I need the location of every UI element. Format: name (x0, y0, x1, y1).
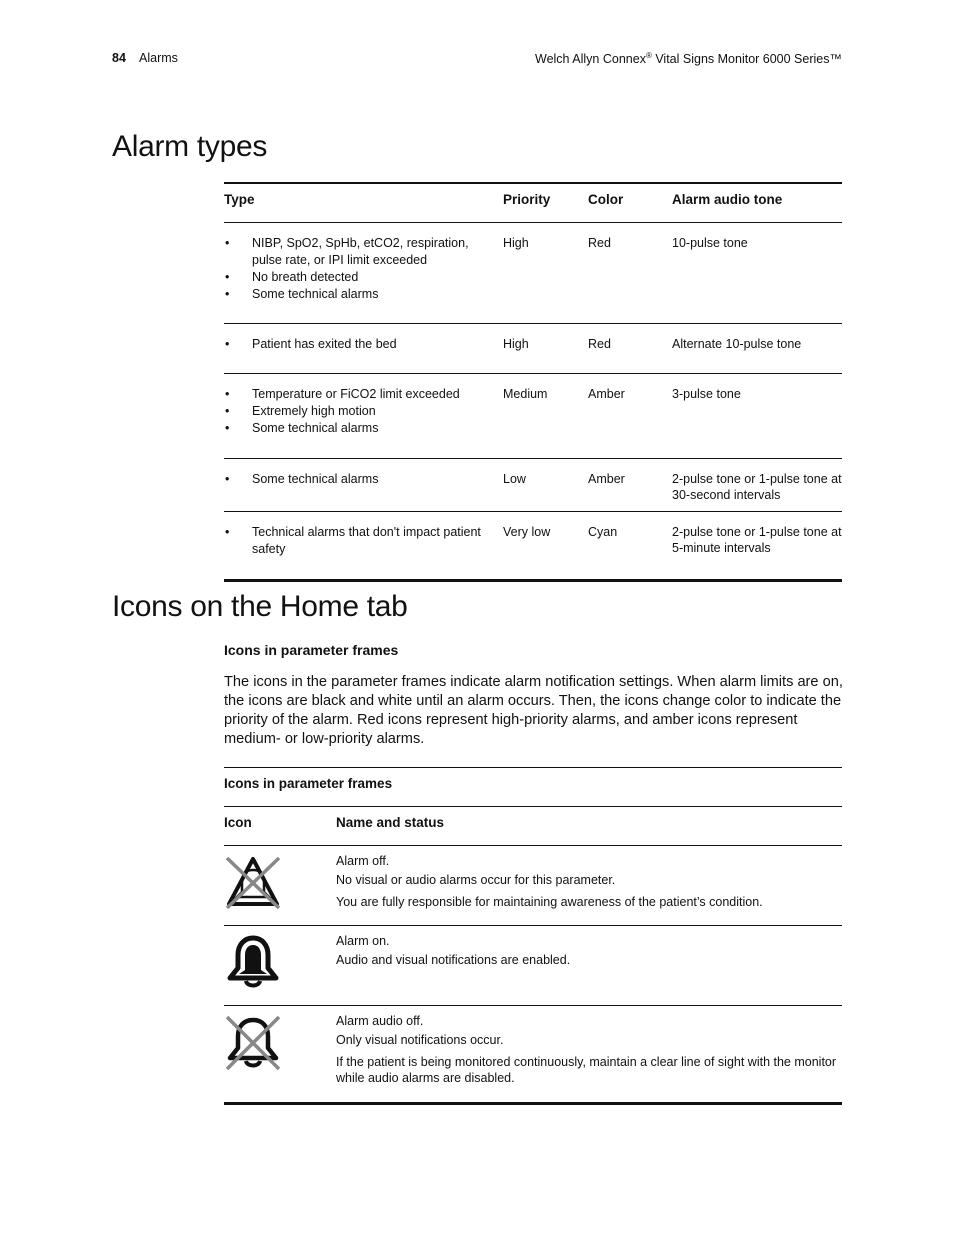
icon-status: No visual or audio alarms occur for this parameter. (336, 873, 616, 887)
type-list (224, 471, 484, 488)
color-cell: Cyan (588, 525, 618, 539)
icons-subheading: Icons in parameter frames (224, 642, 399, 658)
icon-name: Alarm off. (336, 854, 390, 868)
priority-cell: Low (503, 472, 526, 486)
tone-cell: 2-pulse tone or 1-pulse tone at 30-second intervals (672, 472, 842, 502)
icon-description (336, 933, 842, 968)
col-tone: Alarm audio tone (672, 192, 783, 207)
icon-note: If the patient is being monitored continuously, maintain a clear line of sight with the monitor while audio alarms are disabled. (336, 1055, 837, 1085)
icon-description (336, 853, 842, 910)
list-item: • Extremely high motion (224, 403, 484, 420)
list-item: • Technical alarms that don't impact patient safety (224, 524, 484, 558)
type-list (224, 524, 484, 558)
page-number: 84 (112, 51, 126, 65)
icons-table (224, 767, 842, 1105)
priority-cell: High (503, 236, 529, 250)
icon-status: Audio and visual notifications are enabled. (336, 953, 571, 967)
priority-cell: Medium (503, 387, 548, 401)
list-item: • Temperature or FiCO2 limit exceeded (224, 386, 484, 403)
color-cell: Amber (588, 472, 625, 486)
type-list (224, 336, 484, 353)
icon-note: You are fully responsible for maintaining awareness of the patient’s condition. (336, 895, 763, 909)
alarm-audio-off-icon (224, 1014, 282, 1072)
table-row (224, 846, 842, 926)
tone-cell: Alternate 10-pulse tone (672, 337, 802, 351)
list-item: • No breath detected (224, 269, 484, 286)
alarm-types-table (224, 182, 842, 582)
table-row (224, 512, 842, 582)
list-item: • Some technical alarms (224, 286, 484, 303)
icons-table-caption-text: Icons in parameter frames (224, 776, 393, 791)
list-item: • NIBP, SpO2, SpHb, etCO2, respiration, pulse rate, or IPI limit exceeded (224, 235, 484, 269)
tone-cell: 10-pulse tone (672, 236, 748, 250)
icons-home-heading: Icons on the Home tab (112, 590, 408, 623)
alarm-on-icon (224, 934, 282, 992)
icon-status: Only visual notifications occur. (336, 1033, 504, 1047)
col-type: Type (224, 192, 255, 207)
header-section: Alarms (139, 51, 178, 65)
icon-description (336, 1013, 842, 1086)
col-icon: Icon (224, 815, 252, 830)
color-cell: Amber (588, 387, 625, 401)
col-color: Color (588, 192, 624, 207)
table-row (224, 374, 842, 459)
icons-table-caption (224, 767, 842, 807)
header-title-text: Welch Allyn Connex (535, 52, 646, 66)
table-row (224, 1006, 842, 1105)
color-cell: Red (588, 236, 611, 250)
list-item: • Some technical alarms (224, 420, 484, 437)
alarm-off-icon (224, 854, 282, 912)
icon-name: Alarm audio off. (336, 1014, 424, 1028)
col-name-status: Name and status (336, 815, 445, 830)
icons-paragraph: The icons in the parameter frames indicate alarm notification settings. When alarm limits are on, the icons are black and white until an alarm occurs. Then, the icons change color to indicate the priority of the alarm. Red icons represent high-priority alarms, and amber icons represent medium- or low-priority alarms. (224, 674, 843, 747)
table-row (224, 223, 842, 324)
alarm-table-header (224, 184, 842, 223)
icons-table-header (224, 807, 842, 846)
alarm-types-heading: Alarm types (112, 130, 268, 163)
col-priority: Priority (503, 192, 551, 207)
tone-cell: 3-pulse tone (672, 387, 741, 401)
header-title-suffix: Vital Signs Monitor 6000 Series™ (651, 52, 842, 66)
priority-cell: Very low (503, 525, 551, 539)
registered-mark: ® (645, 51, 652, 60)
type-list (224, 386, 484, 437)
table-row (224, 324, 842, 374)
priority-cell: High (503, 337, 529, 351)
table-row (224, 459, 842, 512)
table-row (224, 926, 842, 1006)
icon-name: Alarm on. (336, 934, 390, 948)
tone-cell: 2-pulse tone or 1-pulse tone at 5-minute intervals (672, 525, 842, 555)
header-title (535, 51, 842, 66)
list-item: • Some technical alarms (224, 471, 484, 488)
type-list (224, 235, 484, 303)
list-item: • Patient has exited the bed (224, 336, 484, 353)
color-cell: Red (588, 337, 611, 351)
page-header (112, 51, 842, 69)
